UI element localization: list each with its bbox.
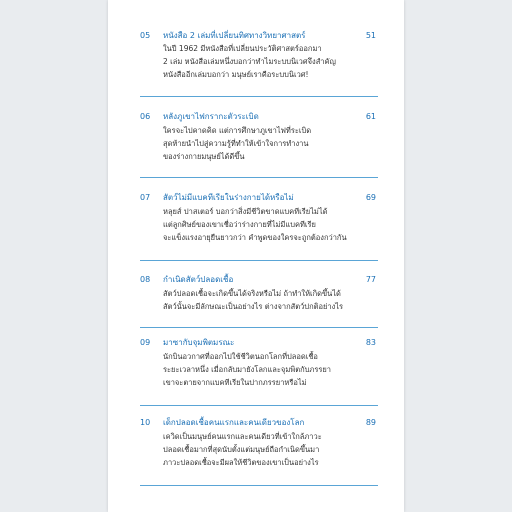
description-line: หลุยส์ ปาสเตอร์ บอกว่าสิ่งมีชีวิตขาดแบคทีเรียไม่ได้ [163,207,328,216]
description-line: ภาวะปลอดเชื้อจะมีผลให้ชีวิตของเขาเป็นอย่างไร [163,458,319,467]
page-number: 61 [365,112,376,121]
chapter-title: หนังสือ 2 เล่มที่เปลี่ยนทิศทางวิทยาศาสตร์ [163,31,306,40]
toc-entry-08 [140,274,378,328]
chapter-title: หลังภูเขาไฟกรากะตัวระเบิด [163,112,259,121]
description-line: แต่ลูกศิษย์ของเขาเชื่อว่าร่างกายที่ไม่มีแบคทีเรีย [163,220,316,229]
toc-entry-10 [140,417,378,486]
description-line: ของร่างกายมนุษย์ได้ดีขึ้น [163,152,245,161]
chapter-title: กำเนิดสัตว์ปลอดเชื้อ [163,275,234,284]
toc-entry-09 [140,337,378,406]
page-number: 89 [365,418,376,427]
description-line: ในปี 1962 มีหนังสือที่เปลี่ยนประวัติศาสตร์ออกมา [163,44,322,53]
book-page [108,0,404,512]
toc-entry-06 [140,111,378,178]
chapter-number: 08 [140,275,151,284]
chapter-title: เด็กปลอดเชื้อคนแรกและคนเดียวของโลก [163,418,305,427]
toc-entry-07 [140,192,378,261]
chapter-title: มาซากับจุมพิตมรณะ [163,338,235,347]
description-line: สัตว์ปลอดเชื้อจะเกิดขึ้นได้จริงหรือไม่ ถ้าทำให้เกิดขึ้นได้ [163,289,341,298]
description-line: ปลอดเชื้อมากที่สุดนับตั้งแต่มนุษย์ถือกำเนิดขึ้นมา [163,445,320,454]
chapter-title: สัตว์ไม่มีแบคทีเรียในร่างกายได้หรือไม่ [163,193,294,202]
description-line: สุดท้ายนำไปสู่ความรู้ที่ทำให้เข้าใจการทำงาน [163,139,309,148]
page-number: 77 [365,275,376,284]
description-line: ใครจะไปคาดคิด แต่การศึกษาภูเขาไฟที่ระเบิด [163,126,312,135]
description-line: จะแข็งแรงอายุยืนยาวกว่า คำพูดของใครจะถูกต้องกว่ากัน [163,233,347,242]
description-line: เขาจะตายจากแบคทีเรียในปากภรรยาหรือไม่ [163,378,307,387]
chapter-number: 10 [140,418,151,427]
description-line: ระยะเวลาหนึ่ง เมื่อกลับมายังโลกและจุมพิตกับภรรยา [163,365,331,374]
chapter-number: 07 [140,193,151,202]
page-number: 83 [365,338,376,347]
description-line: สัตว์นั้นจะมีลักษณะเป็นอย่างไร ต่างจากสัตว์ปกติอย่างไร [163,302,344,311]
chapter-number: 05 [140,31,151,40]
description-line: เควิดเป็นมนุษย์คนแรกและคนเดียวที่เข้าใกล้ภาวะ [163,432,322,441]
chapter-number: 09 [140,338,151,347]
page-number: 69 [365,193,376,202]
page-number: 51 [365,31,376,40]
toc-entry-05 [140,30,378,97]
description-line: หนังสืออีกเล่มบอกว่า มนุษย์เราคือระบบนิเวศ! [163,70,309,79]
chapter-number: 06 [140,112,151,121]
description-line: นักบินอวกาศที่ออกไปใช้ชีวิตนอกโลกที่ปลอดเชื้อ [163,352,318,361]
description-line: 2 เล่ม หนังสือเล่มหนึ่งบอกว่าทำไมระบบนิเวศจึงสำคัญ [163,57,336,66]
